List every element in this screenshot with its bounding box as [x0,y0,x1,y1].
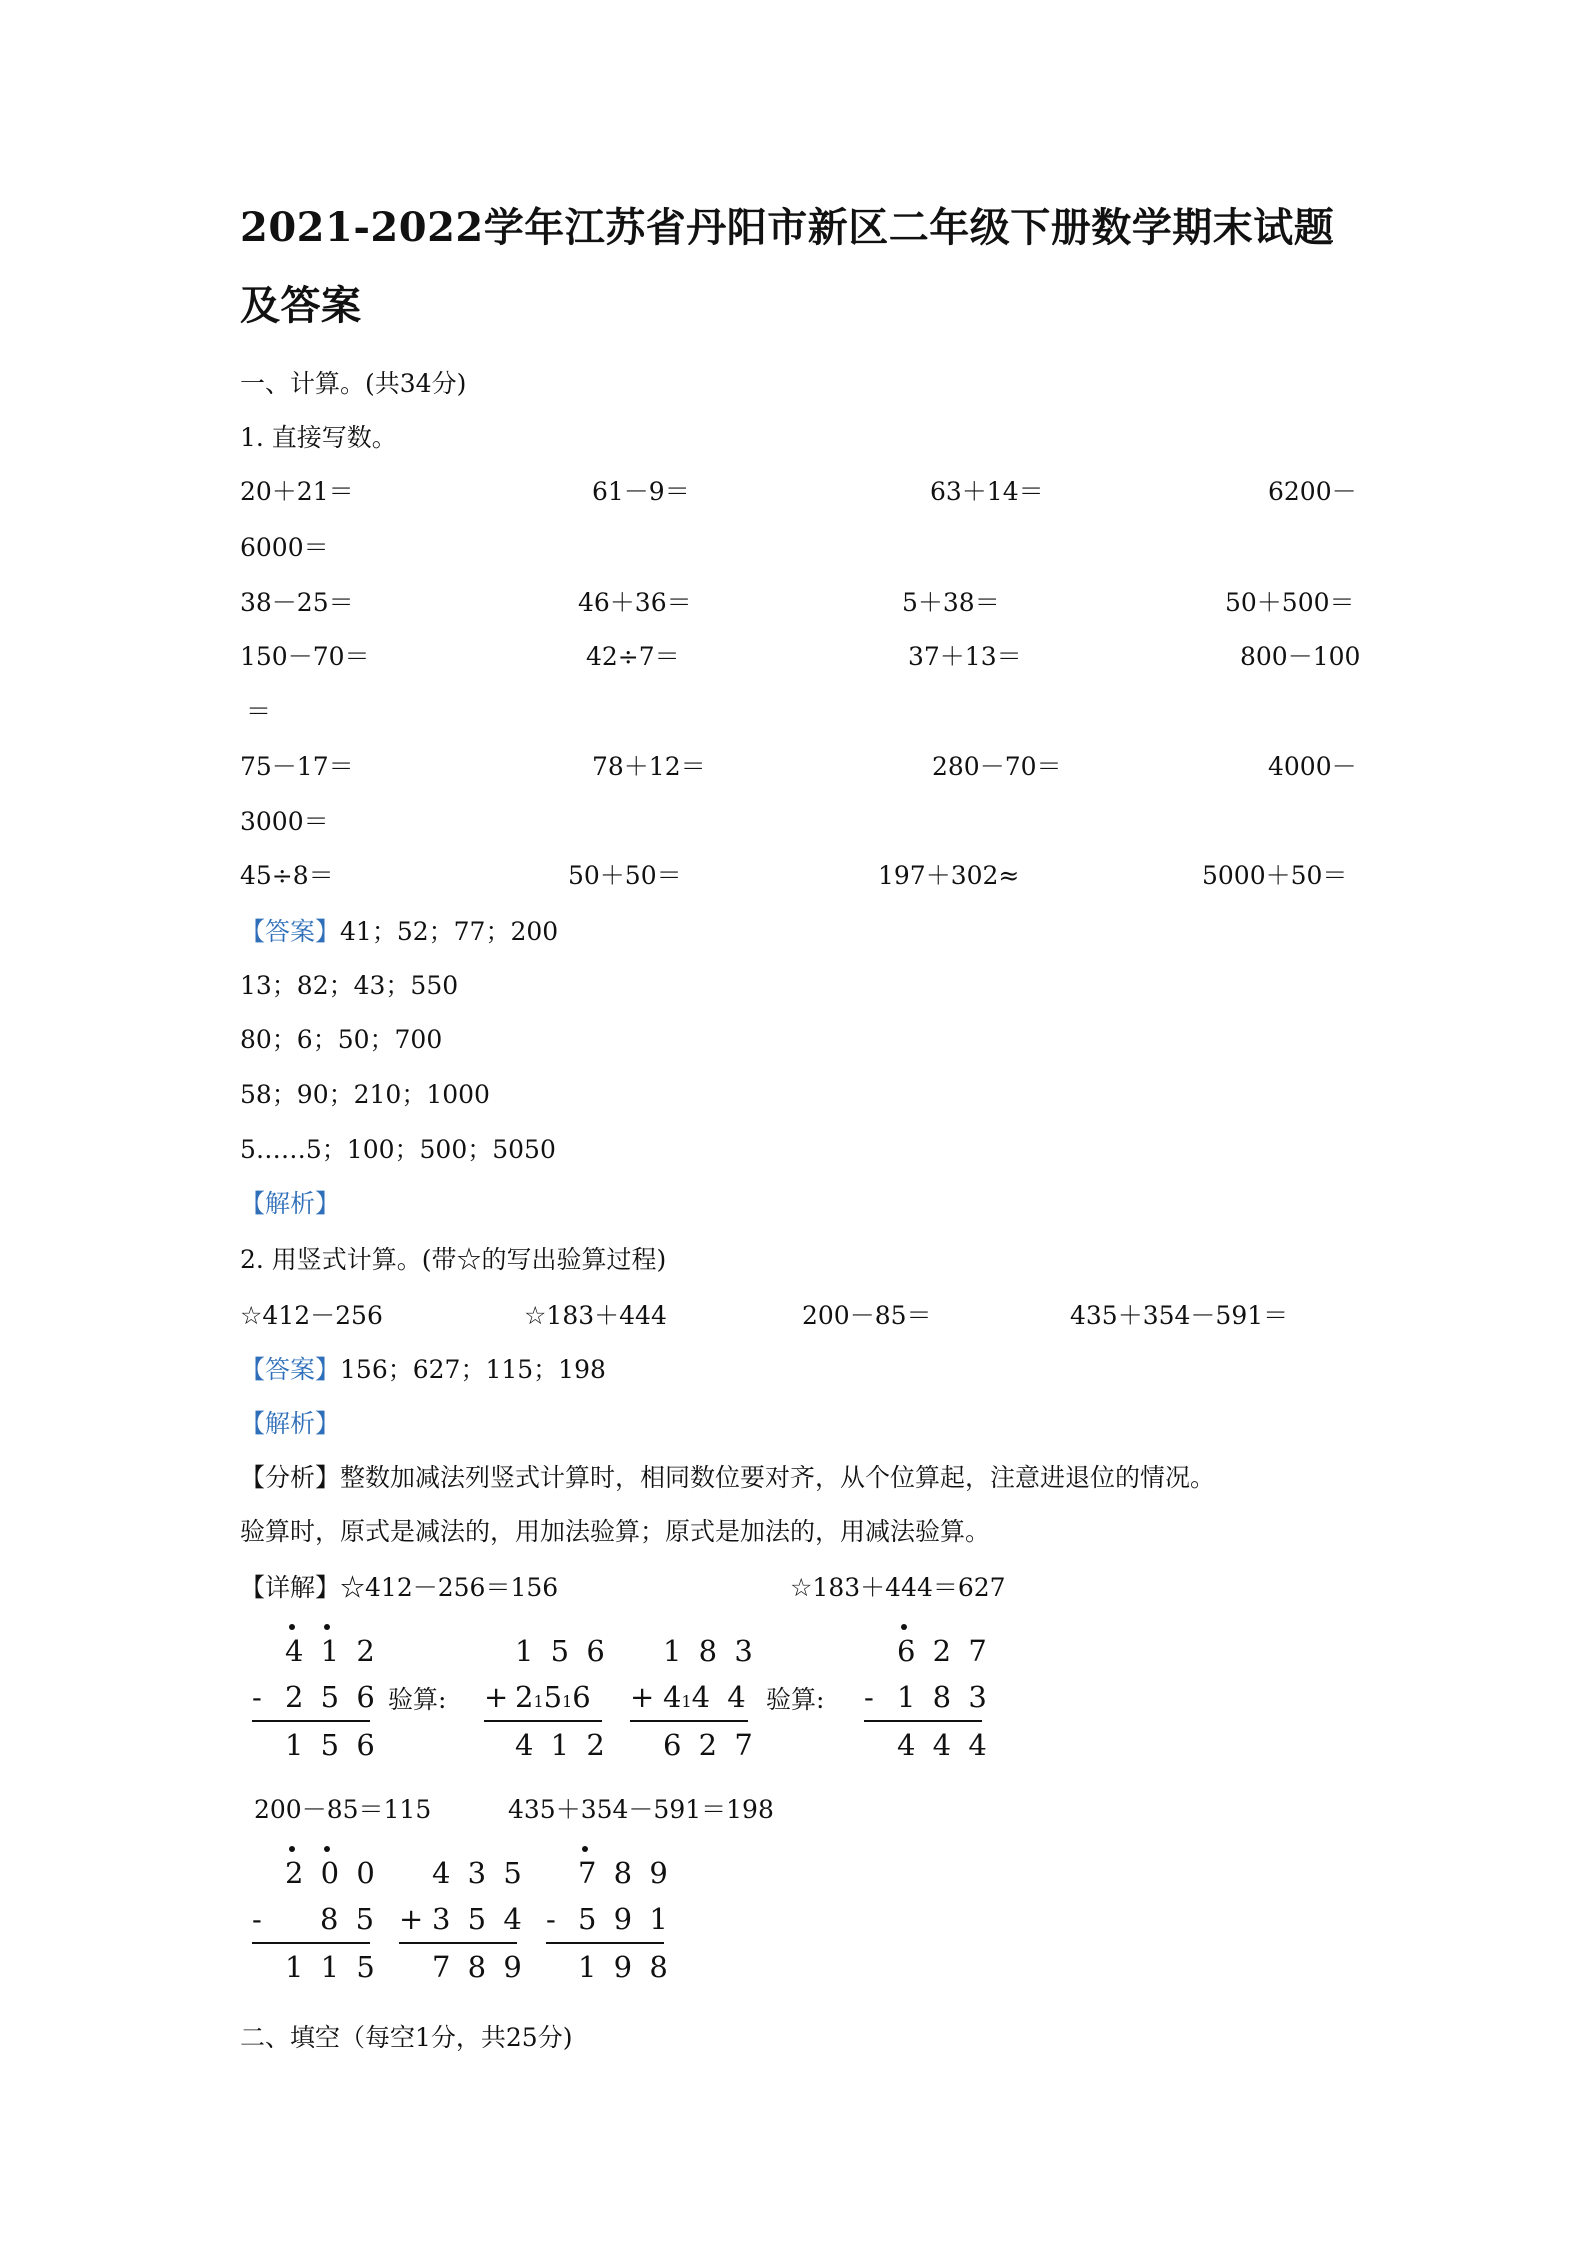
vc-mid: 5 9 1 [578,1902,672,1936]
answer-line [240,1350,606,1386]
xiangjie-line [240,1568,558,1604]
xiangjie-eq: ☆183＋444＝627 [790,1573,1006,1602]
calc-item: 42÷7＝ [586,642,680,671]
answer-line [240,912,558,948]
vc-result: 6 2 7 [663,1728,757,1762]
calc-item: 20＋21＝ [240,477,354,506]
answer-line: 58；90；210；1000 [240,1080,490,1109]
answer-line: 80；6；50；700 [240,1025,443,1054]
answer-tag: 【答案】 [240,917,341,946]
calc-item: 800－100 [1240,642,1361,671]
vc-operator: + [630,1680,655,1714]
xiangjie-tag: 【详解】 [240,1573,341,1602]
vc-top: 1 5 6 [515,1634,609,1668]
vc-operator: - [546,1902,556,1936]
vc-line [252,1942,370,1944]
analysis-tag: 【解析】 [240,1189,341,1218]
calc-item: 75－17＝ [240,752,354,781]
vc-digit: 4 [663,1680,682,1714]
carry-mark: 1 [681,1692,692,1711]
borrow-dot [582,1846,588,1852]
borrow-dot [324,1846,330,1852]
vc-top: 2 0 0 [285,1856,379,1890]
vertical-calc-item: 200－85＝ [802,1301,932,1330]
vc-line [864,1720,982,1722]
analysis-tag: 【解析】 [240,1409,341,1438]
calc-item: 150－70＝ [240,642,370,671]
vc-result: 4 1 2 [515,1728,609,1762]
vc-mid: 1 8 3 [897,1680,991,1714]
calc-item: 78＋12＝ [592,752,706,781]
vc-line [252,1720,370,1722]
vc-operator: - [252,1902,262,1936]
calc-item: 46＋36＝ [578,588,692,617]
carry-mark: 1 [533,1692,544,1711]
vertical-calc-item: ☆183＋444 [524,1301,667,1330]
vc-digit: 2 [515,1680,534,1714]
section-1-heading: 一、计算。(共34分) [240,369,467,398]
question-1-prompt: 1. 直接写数。 [240,423,397,452]
document-title-line2: 及答案 [240,282,362,329]
vc-digit: 5 [543,1680,563,1714]
calc-item: 50＋500＝ [1225,588,1355,617]
calc-item: 50＋50＝ [568,861,682,890]
vc-top: 7 8 9 [578,1856,672,1890]
calc-item-wrap: 3000＝ [240,807,329,836]
fenxi-text: 整数加减法列竖式计算时，相同数位要对齐，从个位算起，注意进退位的情况。 [340,1463,1216,1492]
answer-line: 5……5；100；500；5050 [240,1135,556,1164]
fenxi-tag: 【分析】 [240,1463,341,1492]
xiangjie-eq: 200－85＝115 [254,1795,432,1824]
calc-item: 280－70＝ [932,752,1062,781]
vc-mid: 8 5 [320,1902,379,1936]
vc-operator: - [864,1680,874,1714]
vc-top: 6 2 7 [897,1634,991,1668]
borrow-dot [901,1624,907,1630]
borrow-dot [324,1624,330,1630]
vertical-calc-item: 435＋354－591＝ [1070,1301,1289,1330]
vertical-calc-item: ☆412－256 [240,1301,383,1330]
vc-result: 7 8 9 [432,1950,526,1984]
vc-top: 4 1 2 [285,1634,379,1668]
vc-result: 4 4 4 [897,1728,991,1762]
question-2-prompt: 2. 用竖式计算。(带☆的写出验算过程) [240,1245,667,1274]
vc-operator: + [484,1680,509,1714]
section-2-heading: 二、填空（每空1分，共25分) [240,2023,573,2052]
vc-mid: 3 5 4 [432,1902,526,1936]
answer-text: 156；627；115；198 [340,1355,606,1384]
vc-top: 4 3 5 [432,1856,526,1890]
vc-mid [515,1680,591,1714]
vc-operator: + [399,1902,424,1936]
document-title-line1: 2021-2022学年江苏省丹阳市新区二年级下册数学期末试题 [240,204,1335,251]
vc-line [546,1942,664,1944]
borrow-dot [289,1624,295,1630]
vc-mid [663,1680,750,1714]
calc-item: 6200－ [1268,477,1357,506]
vc-result: 1 5 6 [285,1728,379,1762]
calc-item: 197＋302≈ [878,861,1020,890]
verify-label: 验算: [766,1685,825,1714]
vc-mid: 2 5 6 [285,1680,379,1714]
vc-result: 1 1 5 [285,1950,379,1984]
calc-item-wrap: 6000＝ [240,533,329,562]
answer-line: 13；82；43；550 [240,971,459,1000]
calc-item: 38－25＝ [240,588,354,617]
vc-digit: 4 4 [691,1680,750,1714]
vc-digit: 6 [572,1680,591,1714]
calc-item-wrap: ＝ [246,697,272,726]
calc-item: 4000－ [1268,752,1357,781]
calc-item: 5000＋50＝ [1202,861,1348,890]
xiangjie-eq: 435＋354－591＝198 [508,1795,774,1824]
answer-text: 41；52；77；200 [340,917,559,946]
calc-item: 63＋14＝ [930,477,1044,506]
xiangjie-eq: ☆412－256＝156 [340,1573,559,1602]
verify-label: 验算: [388,1685,447,1714]
carry-mark: 1 [562,1692,573,1711]
calc-item: 37＋13＝ [908,642,1022,671]
fenxi-line-2: 验算时，原式是减法的，用加法验算；原式是加法的，用减法验算。 [240,1517,991,1546]
borrow-dot [289,1846,295,1852]
vc-line [484,1720,602,1722]
vc-line [630,1720,748,1722]
answer-tag: 【答案】 [240,1355,341,1384]
vc-operator: - [252,1680,262,1714]
vc-result: 1 9 8 [578,1950,672,1984]
calc-item: 5＋38＝ [902,588,1000,617]
vc-line [399,1942,517,1944]
calc-item: 45÷8＝ [240,861,334,890]
fenxi-line [240,1458,1215,1494]
calc-item: 61－9＝ [592,477,690,506]
vc-top: 1 8 3 [663,1634,757,1668]
